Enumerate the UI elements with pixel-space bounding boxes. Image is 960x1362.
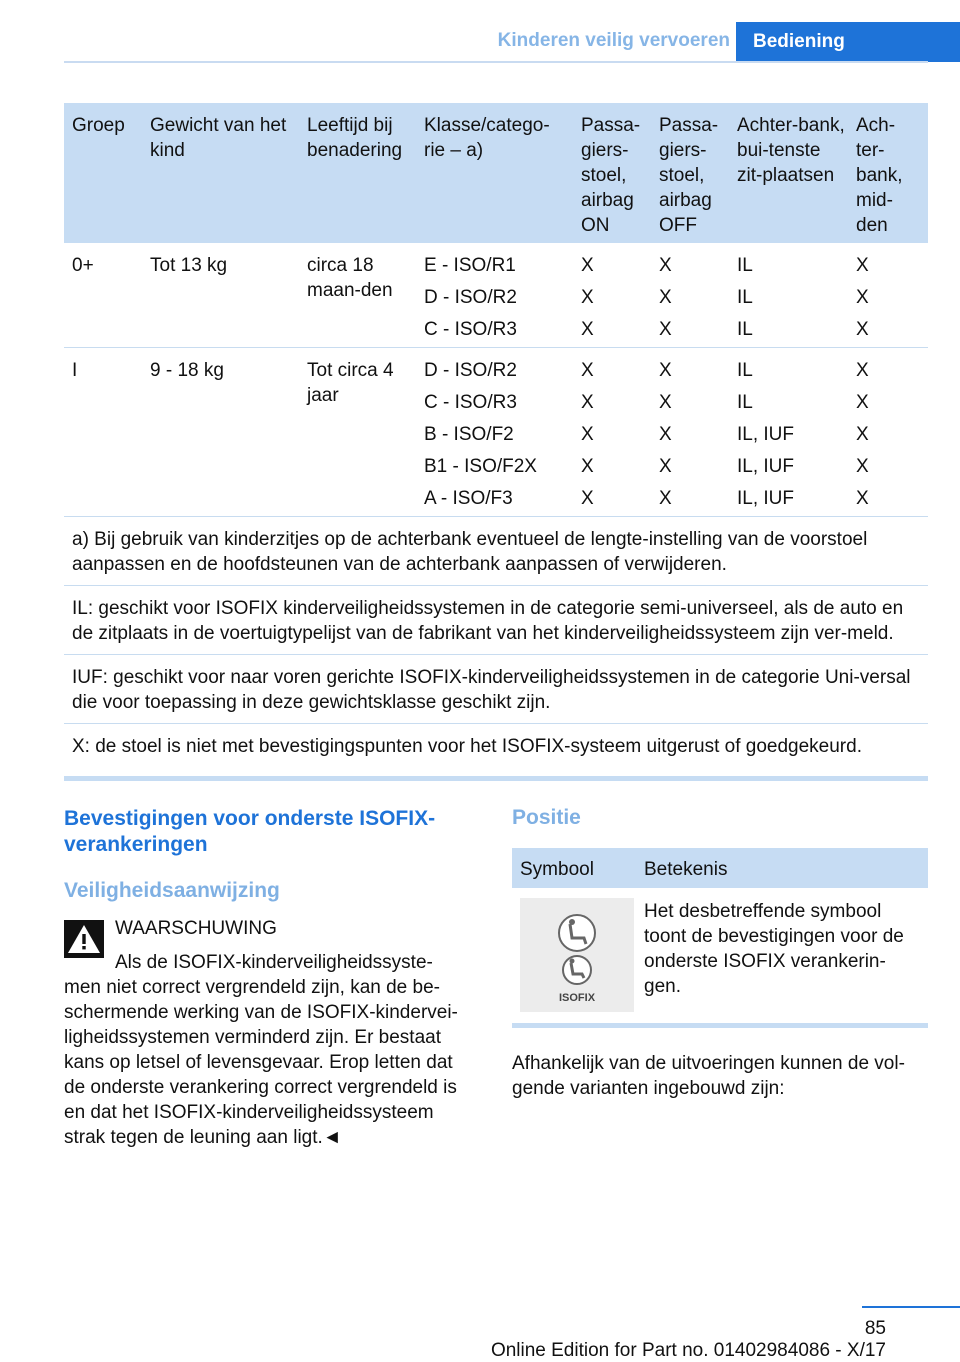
cell-airbag-on: [581, 358, 594, 518]
mark: X: [581, 319, 594, 340]
cell-airbag-off: [659, 358, 672, 518]
variants-line: gende varianten ingebouwd zijn:: [512, 1078, 785, 1099]
klasse-value: C - ISO/R3: [424, 319, 517, 340]
mark: X: [659, 319, 672, 340]
th-groep: Groep: [72, 115, 125, 136]
mark: X: [659, 360, 672, 381]
cell-leeftijd: circa 18 maan-den: [307, 255, 393, 301]
mark: X: [856, 424, 869, 445]
mark: IL: [737, 255, 753, 276]
klasse-value: B - ISO/F2: [424, 424, 514, 445]
mark: X: [856, 456, 869, 477]
chapter-tab-label: Bediening: [753, 31, 845, 52]
warning-text-line: en dat het ISOFIX-kinderveiligheidssysteem: [64, 1102, 434, 1123]
mark: X: [581, 287, 594, 308]
warning-text-line: schermende werking van de ISOFIX-kindervei-: [64, 1002, 458, 1023]
table-note: IL: geschikt voor ISOFIX kinderveiligheidssystemen in de categorie semi-universeel, als de auto en de zitplaats in de voertuigtypelijst van de fabrikant van het kinderveiligheidssysteem zijn ver-meld.: [64, 586, 928, 655]
table-note: a) Bij gebruik van kinderzitjes op de achterbank eventueel de lengte-instelling van de voorstoel aanpassen en de hoofdsteunen van de achterbank aanpassen of verwijderen.: [64, 517, 928, 586]
table-note: X: de stoel is niet met bevestigingspunten voor het ISOFIX-systeem uitgerust of goedgekeurd.: [72, 736, 862, 757]
cell-gewicht: Tot 13 kg: [150, 255, 228, 276]
symbol-meaning-line: gen.: [644, 976, 681, 997]
mark: X: [856, 319, 869, 340]
mark: IL, IUF: [737, 424, 795, 445]
mark: IL, IUF: [737, 488, 795, 509]
cell-klasse: [424, 358, 537, 518]
klasse-value: B1 - ISO/F2X: [424, 456, 537, 477]
th-gewicht: Gewicht van het kind: [150, 115, 287, 161]
mark: X: [659, 488, 672, 509]
symbol-table-bottom-rule: [512, 1023, 928, 1028]
th-airbag-on: Passa-giers-stoel, airbag ON: [581, 115, 641, 236]
section-heading-line: Bevestigingen voor onderste ISOFIX-: [64, 807, 436, 830]
page-number: 85: [864, 1318, 886, 1339]
cell-airbag-on: [581, 253, 594, 349]
klasse-value: D - ISO/R2: [424, 287, 517, 308]
mark: X: [581, 424, 594, 445]
cell-airbag-off: [659, 253, 672, 349]
isofix-symbol-image: [520, 898, 634, 1012]
warning-label: WAARSCHUWING: [115, 918, 277, 939]
mark: IL: [737, 360, 753, 381]
mark: X: [659, 456, 672, 477]
mark: X: [659, 287, 672, 308]
warning-text-line: men niet correct vergrendeld zijn, kan de be-: [64, 977, 440, 998]
cell-groep: I: [72, 360, 78, 381]
mark: X: [856, 255, 869, 276]
mark: X: [581, 488, 594, 509]
table-note: IUF: geschikt voor naar voren gerichte ISOFIX-kinderveiligheidssystemen in de categorie Uni-versal die voor toepassing in deze gewichtsklasse geschikt zijn.: [64, 655, 928, 724]
symbol-meaning-line: toont de bevestigingen voor de: [644, 926, 904, 947]
mark: IL: [737, 287, 753, 308]
symbol-meaning-line: onderste ISOFIX verankerin-: [644, 951, 886, 972]
edition-footer: Online Edition for Part no. 01402984086 - X/17: [490, 1340, 886, 1361]
section-heading-line: verankeringen: [64, 833, 208, 856]
cell-midden: [856, 358, 869, 518]
th-airbag-off: Passa-giers-stoel, airbag OFF: [659, 115, 719, 236]
th-symbool: Symbool: [520, 859, 594, 880]
chapter-tab[interactable]: [736, 22, 960, 62]
position-heading: Positie: [512, 806, 581, 829]
mark: X: [659, 255, 672, 276]
mark: IL: [737, 319, 753, 340]
warning-text-line: de onderste verankering correct vergrendeld is: [64, 1077, 457, 1098]
cell-leeftijd: Tot circa 4 jaar: [307, 360, 394, 406]
variants-paragraph: [512, 1051, 928, 1101]
isofix-table: [64, 103, 928, 767]
isofix-label: ISOFIX: [558, 992, 596, 1004]
cell-buitenste: [737, 358, 794, 518]
th-leeftijd: Leeftijd bij benadering: [307, 115, 403, 161]
mark: X: [856, 392, 869, 413]
klasse-value: C - ISO/R3: [424, 392, 517, 413]
klasse-value: E - ISO/R1: [424, 255, 516, 276]
header-rule: [64, 61, 928, 63]
mark: X: [659, 424, 672, 445]
mark: X: [581, 392, 594, 413]
mark: X: [659, 392, 672, 413]
safety-subheading: Veiligheidsaanwijzing: [64, 879, 280, 902]
mark: IL: [737, 392, 753, 413]
mark: X: [856, 488, 869, 509]
footer-rule: [862, 1306, 960, 1308]
warning-icon: [64, 920, 104, 958]
warning-text-line: Als de ISOFIX-kinderveiligheidssyste-: [115, 952, 433, 973]
mark: IL, IUF: [737, 456, 795, 477]
symbol-table-header: [512, 848, 928, 888]
klasse-value: A - ISO/F3: [424, 488, 513, 509]
warning-text-line: ligheidssystemen verminderd zijn. Er bestaat: [64, 1027, 442, 1048]
symbol-meaning-line: Het desbetreffende symbool: [644, 901, 882, 922]
variants-line: Afhankelijk van de uitvoeringen kunnen de vol-: [512, 1053, 905, 1074]
cell-buitenste: [737, 253, 753, 349]
th-buitenste: Achter-bank, bui-tenste zit-plaatsen: [737, 115, 845, 186]
cell-klasse: [424, 253, 517, 349]
table-row: [64, 243, 928, 348]
cell-midden: [856, 253, 869, 349]
mark: X: [856, 287, 869, 308]
section-heading: [64, 806, 484, 858]
isofix-seat-icon: [520, 898, 634, 1012]
th-betekenis: Betekenis: [644, 859, 728, 880]
mark: X: [581, 255, 594, 276]
symbol-meaning: [644, 899, 928, 999]
mark: X: [856, 360, 869, 381]
table-row: [64, 348, 928, 517]
table-header: [64, 103, 928, 243]
mark: X: [581, 360, 594, 381]
warning-text: [64, 975, 484, 1150]
section-title: Kinderen veilig vervoeren: [497, 30, 730, 51]
mark: X: [581, 456, 594, 477]
cell-gewicht: 9 - 18 kg: [150, 360, 224, 381]
th-klasse: Klasse/catego-rie – a): [424, 115, 550, 161]
table-bottom-rule: [64, 776, 928, 781]
cell-groep: 0+: [72, 255, 94, 276]
warning-text-line: strak tegen de leuning aan ligt.◄: [64, 1127, 342, 1148]
klasse-value: D - ISO/R2: [424, 360, 517, 381]
warning-text-line: kans op letsel of levensgevaar. Erop letten dat: [64, 1052, 453, 1073]
th-midden: Ach-ter-bank, mid-den: [856, 115, 903, 236]
